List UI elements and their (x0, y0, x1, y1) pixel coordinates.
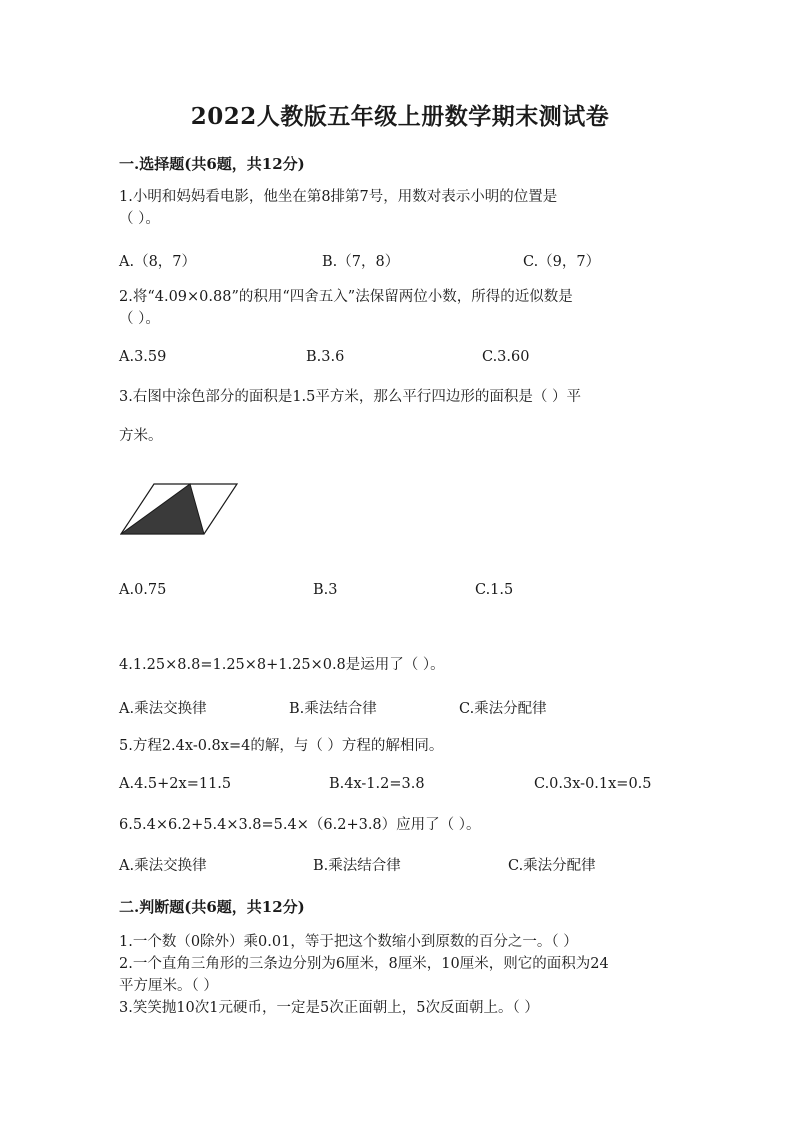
judgment-line-2: 2.一个直角三角形的三条边分别为6厘米，8厘米，10厘米，则它的面积为24 (119, 956, 609, 972)
question-1-line-1: 1.小明和妈妈看电影，他坐在第8排第7号，用数对表示小明的位置是 (119, 189, 558, 205)
question-3-option-a: A.0.75 (119, 582, 167, 598)
question-2-option-c: C.3.60 (482, 349, 530, 365)
question-2-option-a: A.3.59 (119, 349, 167, 365)
question-4-option-b: B.乘法结合律 (289, 701, 377, 717)
question-5-option-b: B.4x-1.2=3.8 (329, 776, 425, 792)
question-4-line-1: 4.1.25×8.8=1.25×8+1.25×0.8是运用了（ ）。 (119, 657, 445, 673)
judgment-line-4: 3.笑笑抛10次1元硬币，一定是5次正面朝上，5次反面朝上。（ ） (119, 1000, 539, 1016)
question-6-option-c: C.乘法分配律 (508, 858, 596, 874)
question-6-line-1: 6.5.4×6.2+5.4×3.8=5.4×（6.2+3.8）应用了（ ）。 (119, 817, 481, 833)
judgment-line-1: 1.一个数（0除外）乘0.01，等于把这个数缩小到原数的百分之一。（ ） (119, 934, 578, 950)
question-5-option-a: A.4.5+2x=11.5 (119, 776, 232, 792)
page-title: 2022人教版五年级上册数学期末测试卷 (190, 103, 610, 130)
question-1-option-a: A.（8，7） (119, 254, 197, 270)
question-1-option-b: B.（7，8） (322, 254, 400, 270)
question-5-option-c: C.0.3x-0.1x=0.5 (534, 776, 652, 792)
question-6-option-a: A.乘法交换律 (119, 858, 207, 874)
question-4-option-c: C.乘法分配律 (459, 701, 547, 717)
question-3-line-2: 方米。 (119, 428, 163, 444)
parallelogram-figure (120, 483, 240, 535)
question-1-line-2: （ ）。 (119, 211, 160, 227)
question-3-line-1: 3.右图中涂色部分的面积是1.5平方米，那么平行四边形的面积是（ ）平 (119, 389, 582, 405)
question-4-option-a: A.乘法交换律 (119, 701, 207, 717)
question-2-line-2: （ ）。 (119, 311, 160, 327)
question-5-line-1: 5.方程2.4x-0.8x=4的解，与（ ）方程的解相同。 (119, 738, 444, 754)
question-3-option-c: C.1.5 (475, 582, 514, 598)
question-3-option-b: B.3 (313, 582, 338, 598)
question-1-option-c: C.（9，7） (523, 254, 601, 270)
judgment-line-3: 平方厘米。（ ） (119, 978, 218, 994)
question-2-option-b: B.3.6 (306, 349, 345, 365)
section-heading-choice: 一.选择题(共6题，共12分) (119, 155, 305, 173)
question-6-option-b: B.乘法结合律 (313, 858, 401, 874)
question-2-line-1: 2.将“4.09×0.88”的积用“四舍五入”法保留两位小数，所得的近似数是 (119, 289, 573, 305)
section-heading-judgment: 二.判断题(共6题，共12分) (119, 898, 305, 916)
